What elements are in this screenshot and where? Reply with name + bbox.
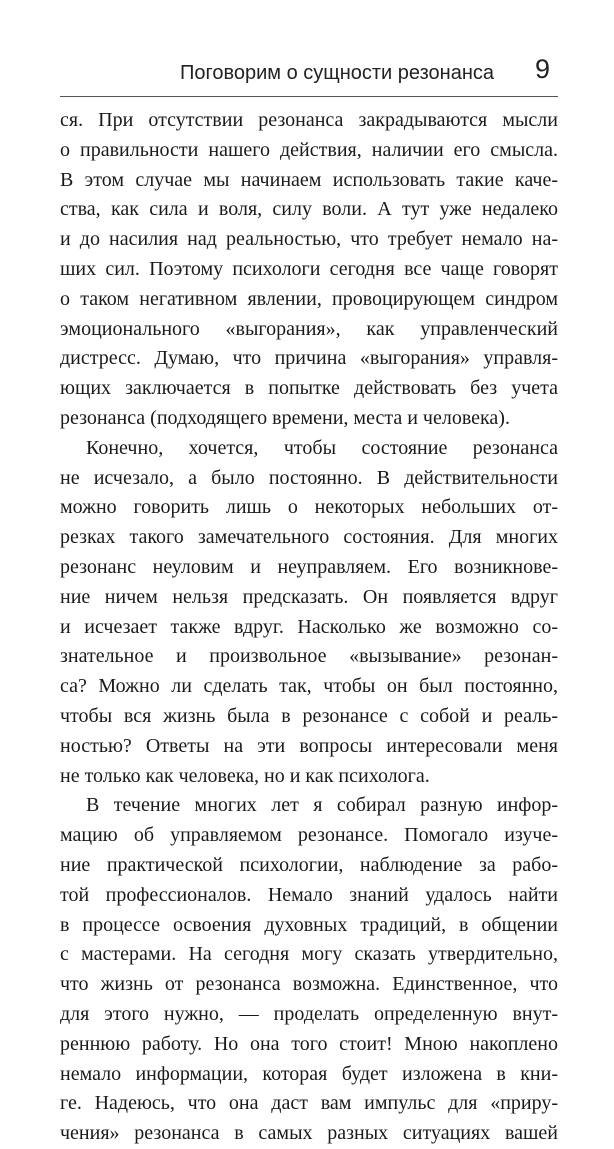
text-line: в процессе освоения духовных традиций, в общении bbox=[60, 913, 558, 936]
text-line: ние ничем нельзя предсказать. Он появляется вдруг bbox=[60, 585, 558, 608]
paragraph-3 bbox=[60, 791, 558, 1149]
text-line: дистресс. Думаю, что причина «выгорания» управля- bbox=[60, 347, 558, 370]
page-number: 9 bbox=[534, 54, 550, 84]
text-line: резонанс неуловим и неуправляем. Его возникнове- bbox=[60, 555, 558, 578]
body-text bbox=[60, 106, 558, 1149]
text-line: для этого нужно, — проделать определенную внут- bbox=[60, 1002, 558, 1025]
text-line: ющих заключается в попытке действовать без учета bbox=[60, 377, 558, 400]
text-line: В этом случае мы начинаем использовать такие каче- bbox=[60, 168, 558, 191]
text-line: о таком негативном явлении, провоцирующем синдром bbox=[60, 287, 558, 310]
text-line: резках такого замечательного состояния. Для многих bbox=[60, 526, 558, 549]
text-line: ства, как сила и воля, силу воли. А тут уже недалеко bbox=[60, 198, 558, 221]
text-line: чтобы вся жизнь была в резонансе с собой и реаль- bbox=[60, 704, 558, 727]
text-line: эмоционального «выгорания», как управленческий bbox=[60, 317, 558, 340]
text-line: В течение многих лет я собирал разную инфор- bbox=[86, 794, 558, 817]
text-line: са? Можно ли сделать так, чтобы он был постоянно, bbox=[60, 675, 558, 698]
paragraph-2 bbox=[60, 434, 558, 792]
text-line: ностью? Ответы на эти вопросы интересовали меня bbox=[60, 734, 558, 757]
text-line: не только как человека, но и как психолога. bbox=[60, 764, 430, 787]
text-line: ших сил. Поэтому психологи сегодня все чаще говорят bbox=[60, 257, 558, 280]
paragraph-1 bbox=[60, 106, 558, 434]
text-line: ние практической психологии, наблюдение за рабо- bbox=[60, 853, 558, 876]
text-line: реннюю работу. Но она того стоит! Мною накоплено bbox=[60, 1032, 558, 1055]
text-line: резонанса (подходящего времени, места и человека). bbox=[60, 406, 510, 429]
text-line: ге. Надеюсь, что она даст вам импульс для «приру- bbox=[60, 1092, 558, 1115]
text-line: можно говорить лишь о некоторых небольших от- bbox=[60, 496, 558, 519]
text-line: Конечно, хочется, чтобы состояние резонанса bbox=[86, 436, 558, 459]
text-line: немало информации, которая будет изложена в кни- bbox=[60, 1062, 558, 1085]
text-line: мацию об управляемом резонансе. Помогало изуче- bbox=[60, 824, 558, 847]
text-line: о правильности нашего действия, наличии его смысла. bbox=[60, 138, 558, 161]
text-line: и исчезает также вдруг. Насколько же возможно со- bbox=[60, 615, 558, 638]
text-line: знательное и произвольное «вызывание» резонан- bbox=[60, 645, 558, 668]
text-line: с мастерами. На сегодня могу сказать утвердительно, bbox=[60, 943, 558, 966]
text-line: что жизнь от резонанса возможна. Единственное, что bbox=[60, 973, 558, 996]
running-header bbox=[60, 50, 558, 97]
text-line: чения» резонанса в самых разных ситуациях вашей bbox=[60, 1122, 558, 1145]
text-line: и до насилия над реальностью, что требует немало на- bbox=[60, 228, 558, 251]
running-title: Поговорим о сущности резонанса bbox=[179, 62, 494, 84]
text-line: той профессионалов. Немало знаний удалось найти bbox=[60, 883, 558, 906]
text-line: не исчезало, а было постоянно. В действительности bbox=[60, 466, 558, 489]
text-line: ся. При отсутствии резонанса закрадываются мысли bbox=[60, 109, 558, 131]
